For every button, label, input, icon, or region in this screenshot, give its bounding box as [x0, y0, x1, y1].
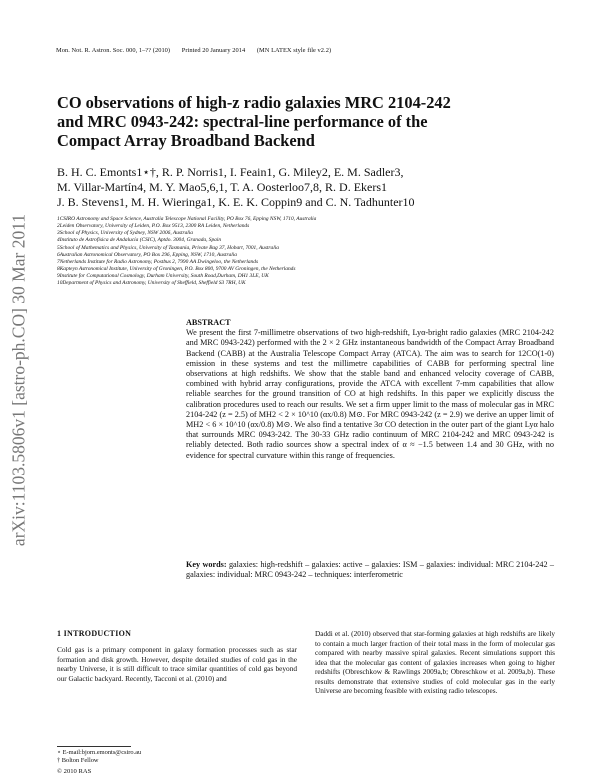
authors-line-1: B. H. C. Emonts1⋆†, R. P. Norris1, I. Feain1, G. Miley2, E. M. Sadler3, — [57, 165, 404, 179]
affiliation: 4Instituto de Astrofísica de Andalucía (CSIC), Aptdo. 3004, Granada, Spain — [57, 237, 222, 244]
affiliation: 10Department of Physics and Astronomy, University of Sheffield, Sheffield S3 7RH, UK — [57, 280, 246, 287]
authors-line-2: M. Villar-Martín4, M. Y. Mao5,6,1, T. A. Oosterloo7,8, R. D. Ekers1 — [57, 180, 388, 194]
keywords-text: galaxies: high-redshift – galaxies: active – galaxies: ISM – galaxies: individual: MRC 2104-242 – galaxies: individual: MRC 0943-242 – techniques: interferometric — [186, 560, 555, 580]
copyright: © 2010 RAS — [57, 768, 92, 775]
keywords-label: Key words: — [186, 560, 227, 569]
author-list — [57, 165, 557, 210]
title-line-3: Compact Array Broadband Backend — [57, 131, 315, 150]
affiliation: 9Institute for Computational Cosmology, Durham University, South Road,Durham, DH1 3LE, UK — [57, 273, 269, 280]
affiliation: 7Netherlands Institute for Radio Astronomy, Postbus 2, 7990 AA Dwingeloo, the Netherlands — [57, 258, 259, 265]
affiliation: 3School of Physics, University of Sydney, NSW 2006, Australia — [57, 230, 193, 237]
affiliation: 2Leiden Observatory, University of Leiden, P.O. Box 9513, 2300 RA Leiden, Netherlands — [57, 223, 250, 230]
footnote-rule — [57, 746, 131, 747]
intro-column-2: Daddi et al. (2010) observed that star-forming galaxies at high redshifts are likely to contain a much larger fraction of their total mass in the form of molecular gas compared with nearby massive spiral galaxies. Recent simulations support this idea that the molecular gas content of galaxies increases when going to higher redshifts (Obreschkow & Rawlings 2009a,b; Obreschkow et al. 2009a,b). These results demonstrate that extensive studies of cold molecular gas in the early Universe are becoming feasible with existing radio telescopes. — [315, 629, 555, 696]
abstract — [186, 318, 554, 461]
arxiv-stamp-text: arXiv:1103.5806v1 [astro-ph.CO] 30 Mar 2011 — [8, 213, 29, 547]
affiliation: 1CSIRO Astronomy and Space Science, Australia Telescope National Facility, PO Box 76, Epping NSW, 1710, Australia — [57, 216, 317, 222]
keywords — [186, 560, 554, 580]
affiliation: 8Kapteyn Astronomical Institute, University of Groningen, P.O. Box 800, 9700 AV Groningen, the Netherlands — [57, 266, 296, 273]
affiliation: 5School of Mathematics and Physics, University of Tasmania, Private Bag 37, Hobart, 7001, Australia — [57, 244, 279, 251]
printed-date: Printed 20 January 2014 — [181, 47, 246, 54]
intro-column-1: Cold gas is a primary component in galaxy formation processes such as star formation and disk growth. However, despite detailed studies of cold gas in the nearby Universe, it is still difficult to trace similar quantities of cold gas beyond our Galactic backyard. Recently, Tacconi et al. (2010) and — [57, 645, 297, 683]
journal-ref: Mon. Not. R. Astron. Soc. 000, 1–?? (2010) — [56, 47, 171, 54]
paper-title — [57, 93, 557, 150]
authors-line-3: J. B. Stevens1, M. H. Wieringa1, K. E. K. Coppin9 and C. N. Tadhunter10 — [57, 195, 415, 209]
abstract-text: We present the first 7-millimetre observations of two high-redshift, Lyα-bright radio galaxies (MRC 2104-242 and MRC 0943-242) performed with the 2 × 2 GHz instantaneous bandwidth of the Compact Array Broadband Backend (CABB) at the Australia Telescope Compact Array (ATCA). The aim was to search for 12CO(1-0) emission in these systems and test the millimetre capabilities of CABB for performing spectral line observations at high redshifts. We show that the stable band and enhanced velocity coverage of CABB, combined with hybrid array configurations, provide the ATCA with excellent 7-mm capabilities that allow reliable searches for the ground transition of CO at high redshifts. In this paper we explicitly discuss the calibration procedures used to reach our results. We set a firm upper limit to the mass of molecular gas in MRC 2104-242 (z = 2.5) of MH2 < 2 × 10^10 (αx/0.8) M⊙. For MRC 0943-242 (z = 2.9) we derive an upper limit of MH2 < 6 × 10^10 (αx/0.8) M⊙. We also find a tentative 3σ CO detection in the outer part of the giant Lyα halo that surrounds MRC 0943-242. The 30-33 GHz radio continuum of MRC 2104-242 and MRC 0943-242 is reliably detected. Both radio sources show a spectral index of α ≈ −1.5 between 1.4 and 30 GHz, with no evidence for spectral curvature within this range of frequencies. — [186, 328, 554, 460]
footnote-fellow: † Bolton Fellow — [57, 757, 99, 764]
title-line-2: and MRC 0943-242: spectral-line performance of the — [57, 112, 428, 131]
title-line-1: CO observations of high-z radio galaxies MRC 2104-242 — [57, 93, 451, 112]
running-header — [56, 47, 341, 54]
abstract-heading: ABSTRACT — [186, 318, 231, 327]
style-file: (MN LATEX style file v2.2) — [256, 47, 332, 54]
affiliations — [57, 216, 557, 288]
footnote-email: ⋆ E-mail:bjorn.emonts@csiro.au — [57, 749, 142, 756]
arxiv-stamp — [4, 170, 34, 590]
section-title: 1 INTRODUCTION — [57, 629, 132, 638]
affiliation: 6Australian Astronomical Observatory, PO Box 296, Epping, NSW, 1710, Australia — [57, 251, 237, 258]
